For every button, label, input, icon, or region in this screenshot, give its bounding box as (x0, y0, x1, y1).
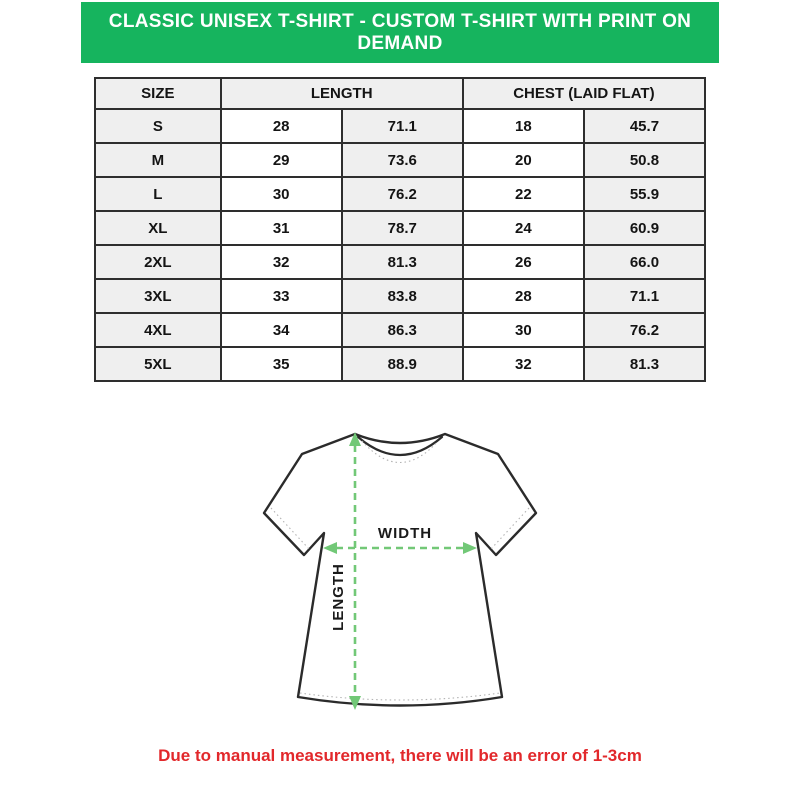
cell-length-in: 30 (221, 177, 342, 211)
cell-size: XL (95, 211, 221, 245)
cell-chest-in: 20 (463, 143, 584, 177)
cell-length-in: 31 (221, 211, 342, 245)
width-label: WIDTH (377, 525, 433, 542)
cell-length-in: 34 (221, 313, 342, 347)
cell-length-cm: 76.2 (342, 177, 463, 211)
cell-chest-in: 30 (463, 313, 584, 347)
cell-chest-in: 22 (463, 177, 584, 211)
cell-chest-in: 32 (463, 347, 584, 381)
cell-chest-cm: 81.3 (584, 347, 705, 381)
table-row (95, 177, 705, 211)
cell-length-in: 29 (221, 143, 342, 177)
page-title: CLASSIC UNISEX T-SHIRT - CUSTOM T-SHIRT WITH PRINT ON DEMAND (108, 10, 692, 54)
cell-chest-cm: 55.9 (584, 177, 705, 211)
cell-chest-in: 28 (463, 279, 584, 313)
cell-chest-cm: 66.0 (584, 245, 705, 279)
cell-chest-cm: 71.1 (584, 279, 705, 313)
size-chart-header (95, 78, 705, 109)
table-row (95, 313, 705, 347)
cell-length-cm: 73.6 (342, 143, 463, 177)
table-row (95, 347, 705, 381)
column-header-chest: CHEST (LAID FLAT) (463, 78, 705, 109)
column-header-length: LENGTH (221, 78, 463, 109)
tshirt-measurement-diagram (250, 421, 550, 722)
cell-length-in: 32 (221, 245, 342, 279)
cell-length-cm: 86.3 (342, 313, 463, 347)
table-row (95, 143, 705, 177)
cell-size: M (95, 143, 221, 177)
cell-size: S (95, 109, 221, 143)
column-header-size: SIZE (95, 78, 221, 109)
cell-length-in: 33 (221, 279, 342, 313)
cell-chest-cm: 60.9 (584, 211, 705, 245)
table-row (95, 279, 705, 313)
cell-length-cm: 88.9 (342, 347, 463, 381)
tshirt-outline (264, 434, 536, 706)
cell-length-cm: 78.7 (342, 211, 463, 245)
cell-chest-cm: 50.8 (584, 143, 705, 177)
cell-size: 4XL (95, 313, 221, 347)
table-row (95, 211, 705, 245)
cell-length-in: 35 (221, 347, 342, 381)
header-row (95, 78, 705, 109)
measurement-error-note: Due to manual measurement, there will be an error of 1-3cm (158, 746, 642, 765)
cell-length-cm: 71.1 (342, 109, 463, 143)
cell-length-cm: 81.3 (342, 245, 463, 279)
cell-length-in: 28 (221, 109, 342, 143)
cell-chest-cm: 45.7 (584, 109, 705, 143)
cell-size: 2XL (95, 245, 221, 279)
cell-size: 5XL (95, 347, 221, 381)
cell-size: L (95, 177, 221, 211)
cell-chest-in: 18 (463, 109, 584, 143)
cell-chest-in: 26 (463, 245, 584, 279)
cell-size: 3XL (95, 279, 221, 313)
title-banner (81, 2, 719, 63)
cell-chest-in: 24 (463, 211, 584, 245)
cell-length-cm: 83.8 (342, 279, 463, 313)
size-chart-body (95, 109, 705, 381)
cell-chest-cm: 76.2 (584, 313, 705, 347)
length-label: LENGTH (330, 563, 347, 631)
tshirt-icon (250, 421, 550, 717)
size-chart-table (94, 77, 706, 382)
table-row (95, 245, 705, 279)
table-row (95, 109, 705, 143)
